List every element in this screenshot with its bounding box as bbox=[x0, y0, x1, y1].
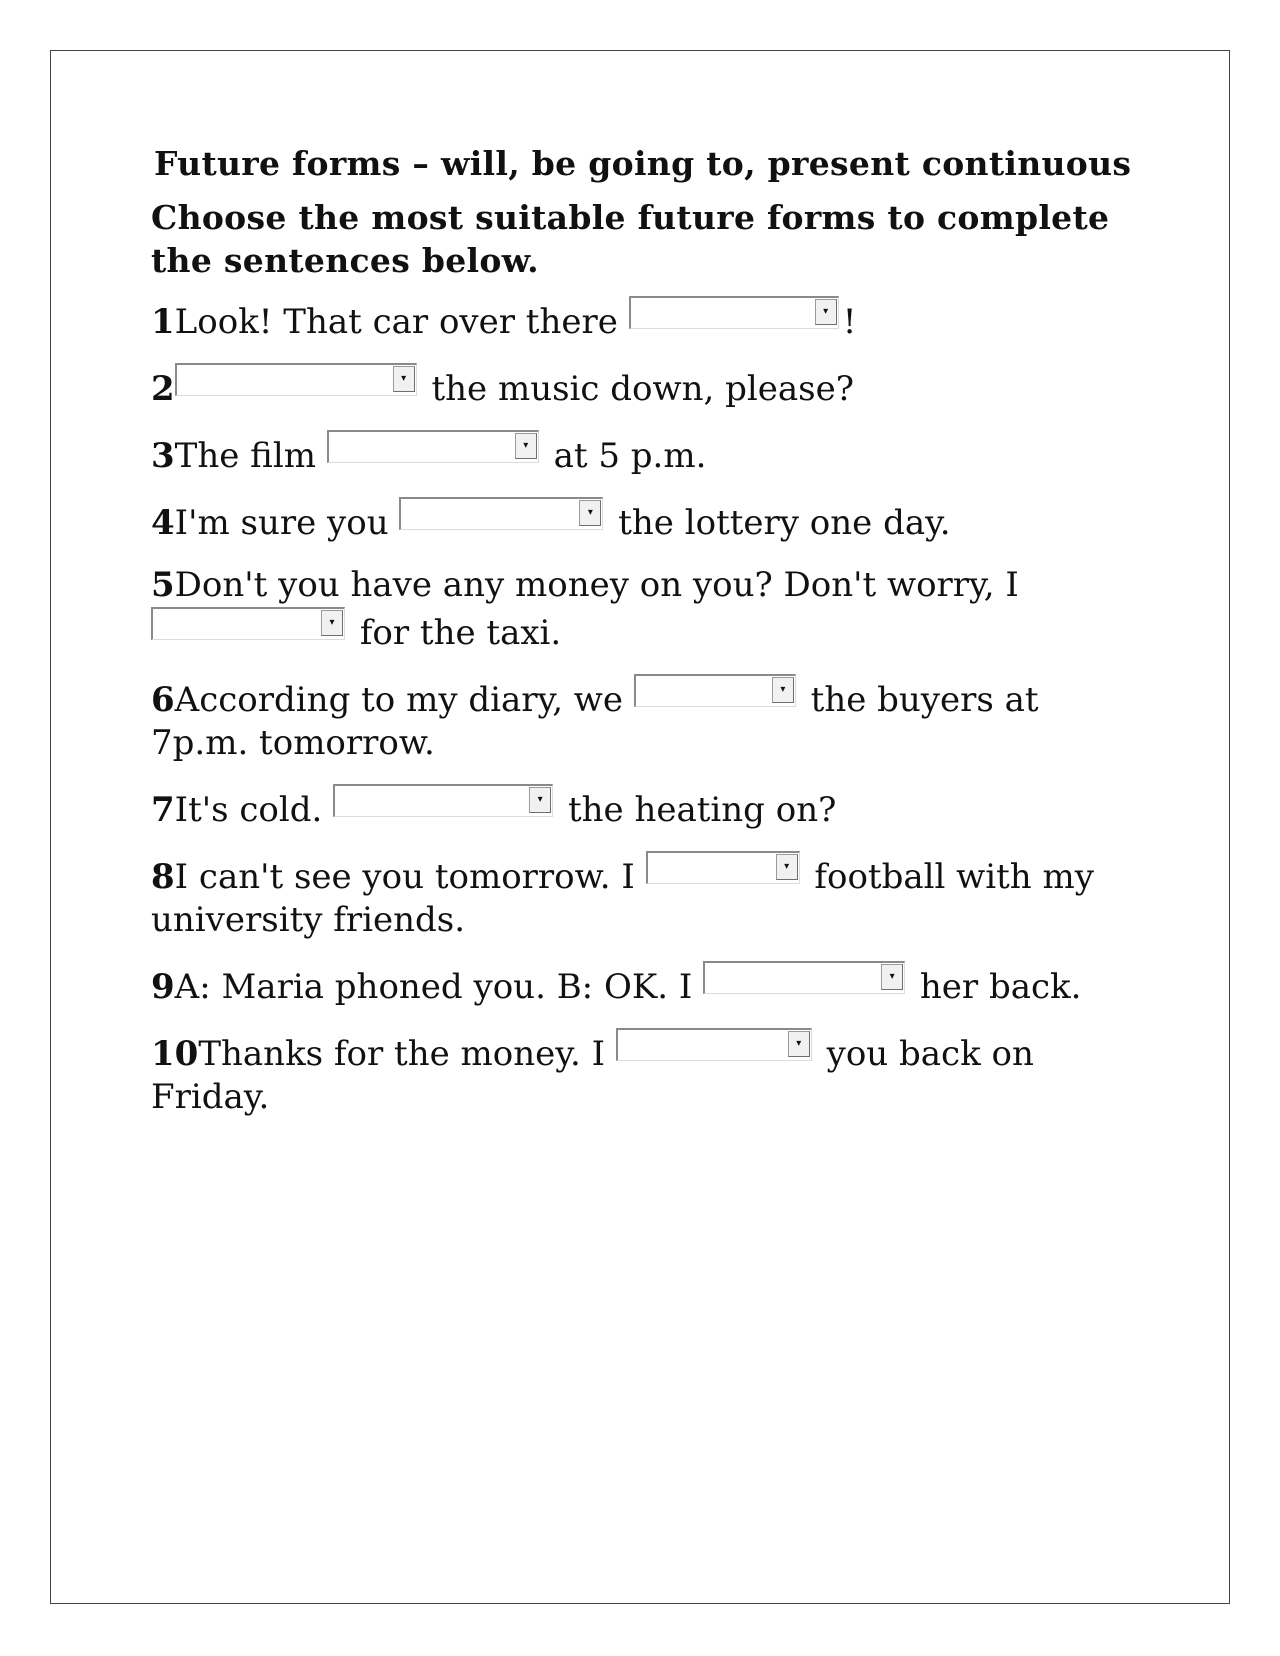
chevron-down-icon[interactable]: ▾ bbox=[515, 433, 537, 459]
question-text-before: I can't see you tomorrow. I bbox=[174, 857, 635, 897]
question-text-before: Look! That car over there bbox=[174, 302, 618, 342]
chevron-down-icon[interactable]: ▾ bbox=[579, 500, 601, 526]
question-1 bbox=[151, 296, 1141, 344]
question-10 bbox=[151, 1028, 1141, 1119]
chevron-down-icon[interactable]: ▾ bbox=[321, 610, 343, 636]
instructions: Choose the most suitable future forms to complete the sentences below. bbox=[151, 198, 1110, 280]
question-number: 7 bbox=[151, 790, 175, 830]
page-title: Future forms – will, be going to, present continuous bbox=[154, 144, 1132, 183]
question-text-after: her back. bbox=[919, 967, 1082, 1007]
question-text-after: at 5 p.m. bbox=[553, 436, 707, 476]
question-text-before: According to my diary, we bbox=[174, 680, 624, 720]
answer-dropdown-9[interactable] bbox=[703, 961, 905, 994]
answer-dropdown-4[interactable] bbox=[399, 497, 603, 530]
answer-dropdown-10[interactable] bbox=[616, 1028, 812, 1061]
question-text-after: football with my university friends. bbox=[151, 857, 1094, 940]
question-text-after: the music down, please? bbox=[431, 369, 854, 409]
question-2 bbox=[151, 363, 1141, 411]
question-number: 1 bbox=[151, 302, 175, 342]
question-text-after: the lottery one day. bbox=[618, 503, 951, 543]
question-text-before: A: Maria phoned you. B: OK. I bbox=[174, 967, 693, 1007]
question-text-after: you back on Friday. bbox=[151, 1034, 1034, 1117]
chevron-down-icon[interactable]: ▾ bbox=[788, 1031, 810, 1057]
question-number: 3 bbox=[151, 436, 175, 476]
question-4 bbox=[151, 497, 1141, 545]
question-text-after: for the taxi. bbox=[359, 613, 562, 653]
answer-dropdown-1[interactable] bbox=[629, 296, 839, 329]
chevron-down-icon[interactable]: ▾ bbox=[529, 787, 551, 813]
chevron-down-icon[interactable]: ▾ bbox=[776, 854, 798, 880]
question-9 bbox=[151, 961, 1141, 1009]
question-number: 5 bbox=[151, 565, 175, 605]
answer-dropdown-6[interactable] bbox=[634, 674, 796, 707]
question-text-after: the buyers at 7p.m. tomorrow. bbox=[151, 680, 1039, 763]
answer-dropdown-3[interactable] bbox=[327, 430, 539, 463]
question-number: 2 bbox=[151, 369, 175, 409]
question-6 bbox=[151, 674, 1141, 765]
question-text-before: Don't you have any money on you? Don't worry, I bbox=[174, 565, 1019, 605]
question-number: 10 bbox=[151, 1034, 199, 1074]
question-number: 9 bbox=[151, 967, 175, 1007]
chevron-down-icon[interactable]: ▾ bbox=[815, 299, 837, 325]
question-text-after: ! bbox=[842, 302, 857, 342]
answer-dropdown-2[interactable] bbox=[175, 363, 417, 396]
question-7 bbox=[151, 784, 1141, 832]
question-8 bbox=[151, 851, 1141, 942]
chevron-down-icon[interactable]: ▾ bbox=[393, 366, 415, 392]
question-text-before: The film bbox=[174, 436, 316, 476]
question-text-before: Thanks for the money. I bbox=[198, 1034, 605, 1074]
question-number: 4 bbox=[151, 503, 175, 543]
question-text-before: I'm sure you bbox=[174, 503, 389, 543]
answer-dropdown-7[interactable] bbox=[333, 784, 553, 817]
question-text-before: It's cold. bbox=[174, 790, 323, 830]
answer-dropdown-8[interactable] bbox=[646, 851, 800, 884]
question-3 bbox=[151, 430, 1141, 478]
answer-dropdown-5[interactable] bbox=[151, 607, 345, 640]
chevron-down-icon[interactable]: ▾ bbox=[772, 677, 794, 703]
question-text-after: the heating on? bbox=[567, 790, 837, 830]
exercise-content bbox=[151, 142, 1141, 1138]
chevron-down-icon[interactable]: ▾ bbox=[881, 964, 903, 990]
question-5 bbox=[151, 564, 1141, 655]
question-number: 8 bbox=[151, 857, 175, 897]
question-number: 6 bbox=[151, 680, 175, 720]
